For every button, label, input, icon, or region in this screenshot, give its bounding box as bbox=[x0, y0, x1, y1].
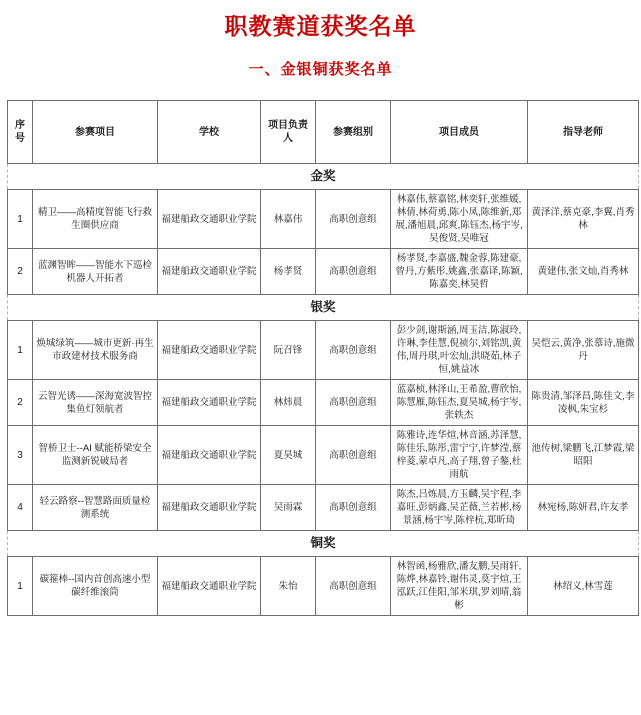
cell-project: 焕城绿筑——城市更新·再生市政建材技术服务商 bbox=[33, 321, 158, 380]
section-row bbox=[8, 531, 639, 557]
cell-members: 彭少剑,谢斯涵,周玉洁,陈淑玲,许琳,李佳慧,倪祯尔,刘铭凯,黄伟,周丹琪,叶宏灿,洪晓茹,林子恒,姚益冰 bbox=[391, 321, 528, 380]
cell-school: 福建船政交通职业学院 bbox=[158, 380, 261, 426]
page-title: 职教赛道获奖名单 bbox=[224, 13, 417, 39]
header-row bbox=[8, 101, 639, 164]
cell-project: 蓝渊智眸——智能水下巡检机器人开拓者 bbox=[33, 249, 158, 295]
cell-no: 1 bbox=[8, 557, 33, 616]
cell-group: 高职创意组 bbox=[316, 249, 391, 295]
cell-project: 碳箍棒--国内首创高速小型碳纤维滚筒 bbox=[33, 557, 158, 616]
award-table bbox=[7, 100, 639, 616]
table-row bbox=[8, 380, 639, 426]
page-subtitle: 一、金银铜获奖名单 bbox=[248, 61, 393, 78]
cell-leader: 朱怡 bbox=[261, 557, 316, 616]
cell-members: 林嘉伟,蔡嘉铭,林奕轩,张维媛,林倩,林荷勇,陈小凤,陈维新,郑展,潘旭晨,邱爽,陈钰杰,杨宇岑,吴俊贤,吴唯冠 bbox=[391, 190, 528, 249]
cell-group: 高职创意组 bbox=[316, 190, 391, 249]
cell-teachers: 黄泽洋,蔡克豪,李翼,肖秀林 bbox=[528, 190, 639, 249]
award-table-header bbox=[8, 101, 639, 164]
cell-no: 2 bbox=[8, 380, 33, 426]
table-row bbox=[8, 190, 639, 249]
section-row bbox=[8, 295, 639, 321]
cell-members: 杨孝贤,李嘉盛,魏金蓉,陈建豪,曾丹,方紫彤,姚鑫,张嘉译,陈颖,陈嘉奕,林昊哲 bbox=[391, 249, 528, 295]
cell-leader: 林嘉伟 bbox=[261, 190, 316, 249]
cell-leader: 夏昊城 bbox=[261, 426, 316, 485]
cell-school: 福建船政交通职业学院 bbox=[158, 485, 261, 531]
table-row bbox=[8, 321, 639, 380]
section-title: 银奖 bbox=[8, 295, 639, 321]
cell-project: 精卫——高精度智能飞行救生圈供应商 bbox=[33, 190, 158, 249]
cell-teachers: 吴恺云,黄净,张慕诗,施微丹 bbox=[528, 321, 639, 380]
cell-no: 4 bbox=[8, 485, 33, 531]
section-title: 金奖 bbox=[8, 164, 639, 190]
cell-project: 智桥卫士--AI 赋能桥梁安全监测新锐破局者 bbox=[33, 426, 158, 485]
cell-group: 高职创意组 bbox=[316, 321, 391, 380]
cell-no: 3 bbox=[8, 426, 33, 485]
cell-project: 云智光诱——深海宽波智控集鱼灯领航者 bbox=[33, 380, 158, 426]
cell-group: 高职创意组 bbox=[316, 380, 391, 426]
cell-project: 轻云路察--智慧路面质量检测系统 bbox=[33, 485, 158, 531]
cell-school: 福建船政交通职业学院 bbox=[158, 426, 261, 485]
column-header-teachers: 指导老师 bbox=[528, 101, 639, 164]
cell-no: 1 bbox=[8, 190, 33, 249]
table-row bbox=[8, 557, 639, 616]
column-header-members: 项目成员 bbox=[391, 101, 528, 164]
cell-members: 陈雅诗,连华煊,林音涵,苏泽慧,陈佳乐,陈彤,雷宁宁,许梦滢,蔡梓菱,蒙卓凡,高子翔,曾子鏊,杜雨航 bbox=[391, 426, 528, 485]
cell-leader: 阮召锋 bbox=[261, 321, 316, 380]
cell-school: 福建船政交通职业学院 bbox=[158, 249, 261, 295]
column-header-leader: 项目负责人 bbox=[261, 101, 316, 164]
cell-school: 福建船政交通职业学院 bbox=[158, 557, 261, 616]
column-header-school: 学校 bbox=[158, 101, 261, 164]
cell-members: 林智函,杨雅欣,潘友鹏,吴雨轩,陈烨,林嘉铃,谢伟灵,莫宇煊,王泓跃,江佳阳,邹米琪,罗刘晴,翁彬 bbox=[391, 557, 528, 616]
table-row bbox=[8, 249, 639, 295]
cell-teachers: 林宛杨,陈妍君,许友孝 bbox=[528, 485, 639, 531]
cell-teachers: 黄建伟,张文灿,肖秀林 bbox=[528, 249, 639, 295]
cell-no: 1 bbox=[8, 321, 33, 380]
column-header-group: 参赛组别 bbox=[316, 101, 391, 164]
cell-teachers: 池传树,梁鹏飞,江梦霞,梁昭阳 bbox=[528, 426, 639, 485]
column-header-project: 参赛项目 bbox=[33, 101, 158, 164]
cell-members: 陈杰,吕炼晨,方玉麟,吴宇程,李嘉旺,彭炳鑫,吴芷薇,兰若彬,杨景涵,杨宇岑,陈梓杭,郑昕琦 bbox=[391, 485, 528, 531]
cell-leader: 杨孝贤 bbox=[261, 249, 316, 295]
cell-group: 高职创意组 bbox=[316, 485, 391, 531]
cell-group: 高职创意组 bbox=[316, 557, 391, 616]
cell-teachers: 陈贵清,邹泽昌,陈佳文,李凌枫,朱宝杉 bbox=[528, 380, 639, 426]
cell-leader: 林炜晨 bbox=[261, 380, 316, 426]
cell-group: 高职创意组 bbox=[316, 426, 391, 485]
section-title: 铜奖 bbox=[8, 531, 639, 557]
table-row bbox=[8, 485, 639, 531]
cell-school: 福建船政交通职业学院 bbox=[158, 190, 261, 249]
cell-school: 福建船政交通职业学院 bbox=[158, 321, 261, 380]
column-header-no: 序号 bbox=[8, 101, 33, 164]
table-row bbox=[8, 426, 639, 485]
cell-no: 2 bbox=[8, 249, 33, 295]
section-row bbox=[8, 164, 639, 190]
cell-teachers: 林绍义,林雪莲 bbox=[528, 557, 639, 616]
cell-leader: 吴雨霖 bbox=[261, 485, 316, 531]
cell-members: 蓝嘉桢,林泽山,王希盈,曹欣怡,陈慧雁,陈钰杰,夏昊城,杨宇岑,张轶杰 bbox=[391, 380, 528, 426]
